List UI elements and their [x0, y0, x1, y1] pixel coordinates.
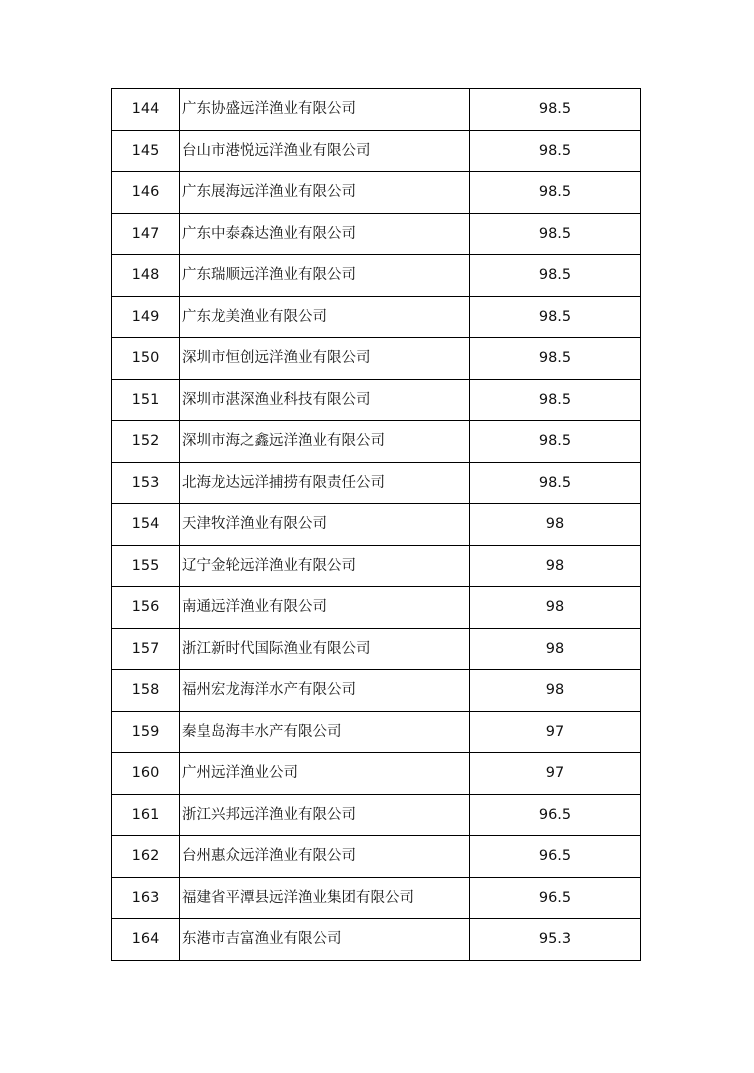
table-row [112, 836, 641, 878]
table-row [112, 255, 641, 297]
row-number-cell: 154 [112, 504, 180, 546]
row-number-cell: 155 [112, 545, 180, 587]
company-name-cell: 深圳市湛深渔业科技有限公司 [180, 379, 470, 421]
score-cell: 97 [470, 753, 641, 795]
row-number-cell: 145 [112, 130, 180, 172]
table-row [112, 338, 641, 380]
row-number-cell: 153 [112, 462, 180, 504]
table-body [112, 89, 641, 961]
table-row [112, 711, 641, 753]
score-cell: 95.3 [470, 919, 641, 961]
company-name-cell: 北海龙达远洋捕捞有限责任公司 [180, 462, 470, 504]
score-cell: 98 [470, 587, 641, 629]
score-cell: 96.5 [470, 794, 641, 836]
score-cell: 98 [470, 670, 641, 712]
score-cell: 97 [470, 711, 641, 753]
company-name-cell: 台州惠众远洋渔业有限公司 [180, 836, 470, 878]
table-row [112, 587, 641, 629]
table-row [112, 670, 641, 712]
score-cell: 98.5 [470, 421, 641, 463]
row-number-cell: 160 [112, 753, 180, 795]
row-number-cell: 151 [112, 379, 180, 421]
company-name-cell: 广东中泰森达渔业有限公司 [180, 213, 470, 255]
score-cell: 98.5 [470, 130, 641, 172]
score-cell: 96.5 [470, 836, 641, 878]
score-cell: 98.5 [470, 338, 641, 380]
row-number-cell: 159 [112, 711, 180, 753]
score-cell: 98 [470, 628, 641, 670]
score-cell: 98 [470, 504, 641, 546]
score-cell: 98.5 [470, 255, 641, 297]
table-row [112, 794, 641, 836]
table-row [112, 919, 641, 961]
score-cell: 98.5 [470, 89, 641, 131]
score-cell: 98.5 [470, 213, 641, 255]
table-row [112, 379, 641, 421]
company-name-cell: 广东瑞顺远洋渔业有限公司 [180, 255, 470, 297]
company-name-cell: 秦皇岛海丰水产有限公司 [180, 711, 470, 753]
row-number-cell: 147 [112, 213, 180, 255]
company-score-table [111, 88, 641, 961]
table-row [112, 89, 641, 131]
row-number-cell: 162 [112, 836, 180, 878]
company-name-cell: 辽宁金轮远洋渔业有限公司 [180, 545, 470, 587]
company-name-cell: 深圳市海之鑫远洋渔业有限公司 [180, 421, 470, 463]
score-cell: 98.5 [470, 296, 641, 338]
table-row [112, 172, 641, 214]
company-name-cell: 广东协盛远洋渔业有限公司 [180, 89, 470, 131]
table-row [112, 545, 641, 587]
score-cell: 98.5 [470, 379, 641, 421]
table-row [112, 628, 641, 670]
row-number-cell: 144 [112, 89, 180, 131]
company-name-cell: 浙江新时代国际渔业有限公司 [180, 628, 470, 670]
company-name-cell: 广东龙美渔业有限公司 [180, 296, 470, 338]
score-cell: 98 [470, 545, 641, 587]
row-number-cell: 146 [112, 172, 180, 214]
table-row [112, 462, 641, 504]
table-row [112, 753, 641, 795]
row-number-cell: 152 [112, 421, 180, 463]
row-number-cell: 156 [112, 587, 180, 629]
row-number-cell: 163 [112, 877, 180, 919]
company-name-cell: 浙江兴邦远洋渔业有限公司 [180, 794, 470, 836]
row-number-cell: 164 [112, 919, 180, 961]
row-number-cell: 158 [112, 670, 180, 712]
company-name-cell: 广州远洋渔业公司 [180, 753, 470, 795]
table-row [112, 213, 641, 255]
row-number-cell: 150 [112, 338, 180, 380]
score-cell: 98.5 [470, 462, 641, 504]
company-name-cell: 天津牧洋渔业有限公司 [180, 504, 470, 546]
score-cell: 98.5 [470, 172, 641, 214]
company-name-cell: 深圳市恒创远洋渔业有限公司 [180, 338, 470, 380]
row-number-cell: 161 [112, 794, 180, 836]
table-row [112, 421, 641, 463]
row-number-cell: 157 [112, 628, 180, 670]
company-name-cell: 东港市吉富渔业有限公司 [180, 919, 470, 961]
company-name-cell: 福州宏龙海洋水产有限公司 [180, 670, 470, 712]
company-name-cell: 台山市港悦远洋渔业有限公司 [180, 130, 470, 172]
company-name-cell: 福建省平潭县远洋渔业集团有限公司 [180, 877, 470, 919]
row-number-cell: 149 [112, 296, 180, 338]
table-row [112, 877, 641, 919]
company-name-cell: 南通远洋渔业有限公司 [180, 587, 470, 629]
table-row [112, 504, 641, 546]
company-name-cell: 广东展海远洋渔业有限公司 [180, 172, 470, 214]
table-row [112, 130, 641, 172]
row-number-cell: 148 [112, 255, 180, 297]
score-cell: 96.5 [470, 877, 641, 919]
table-row [112, 296, 641, 338]
